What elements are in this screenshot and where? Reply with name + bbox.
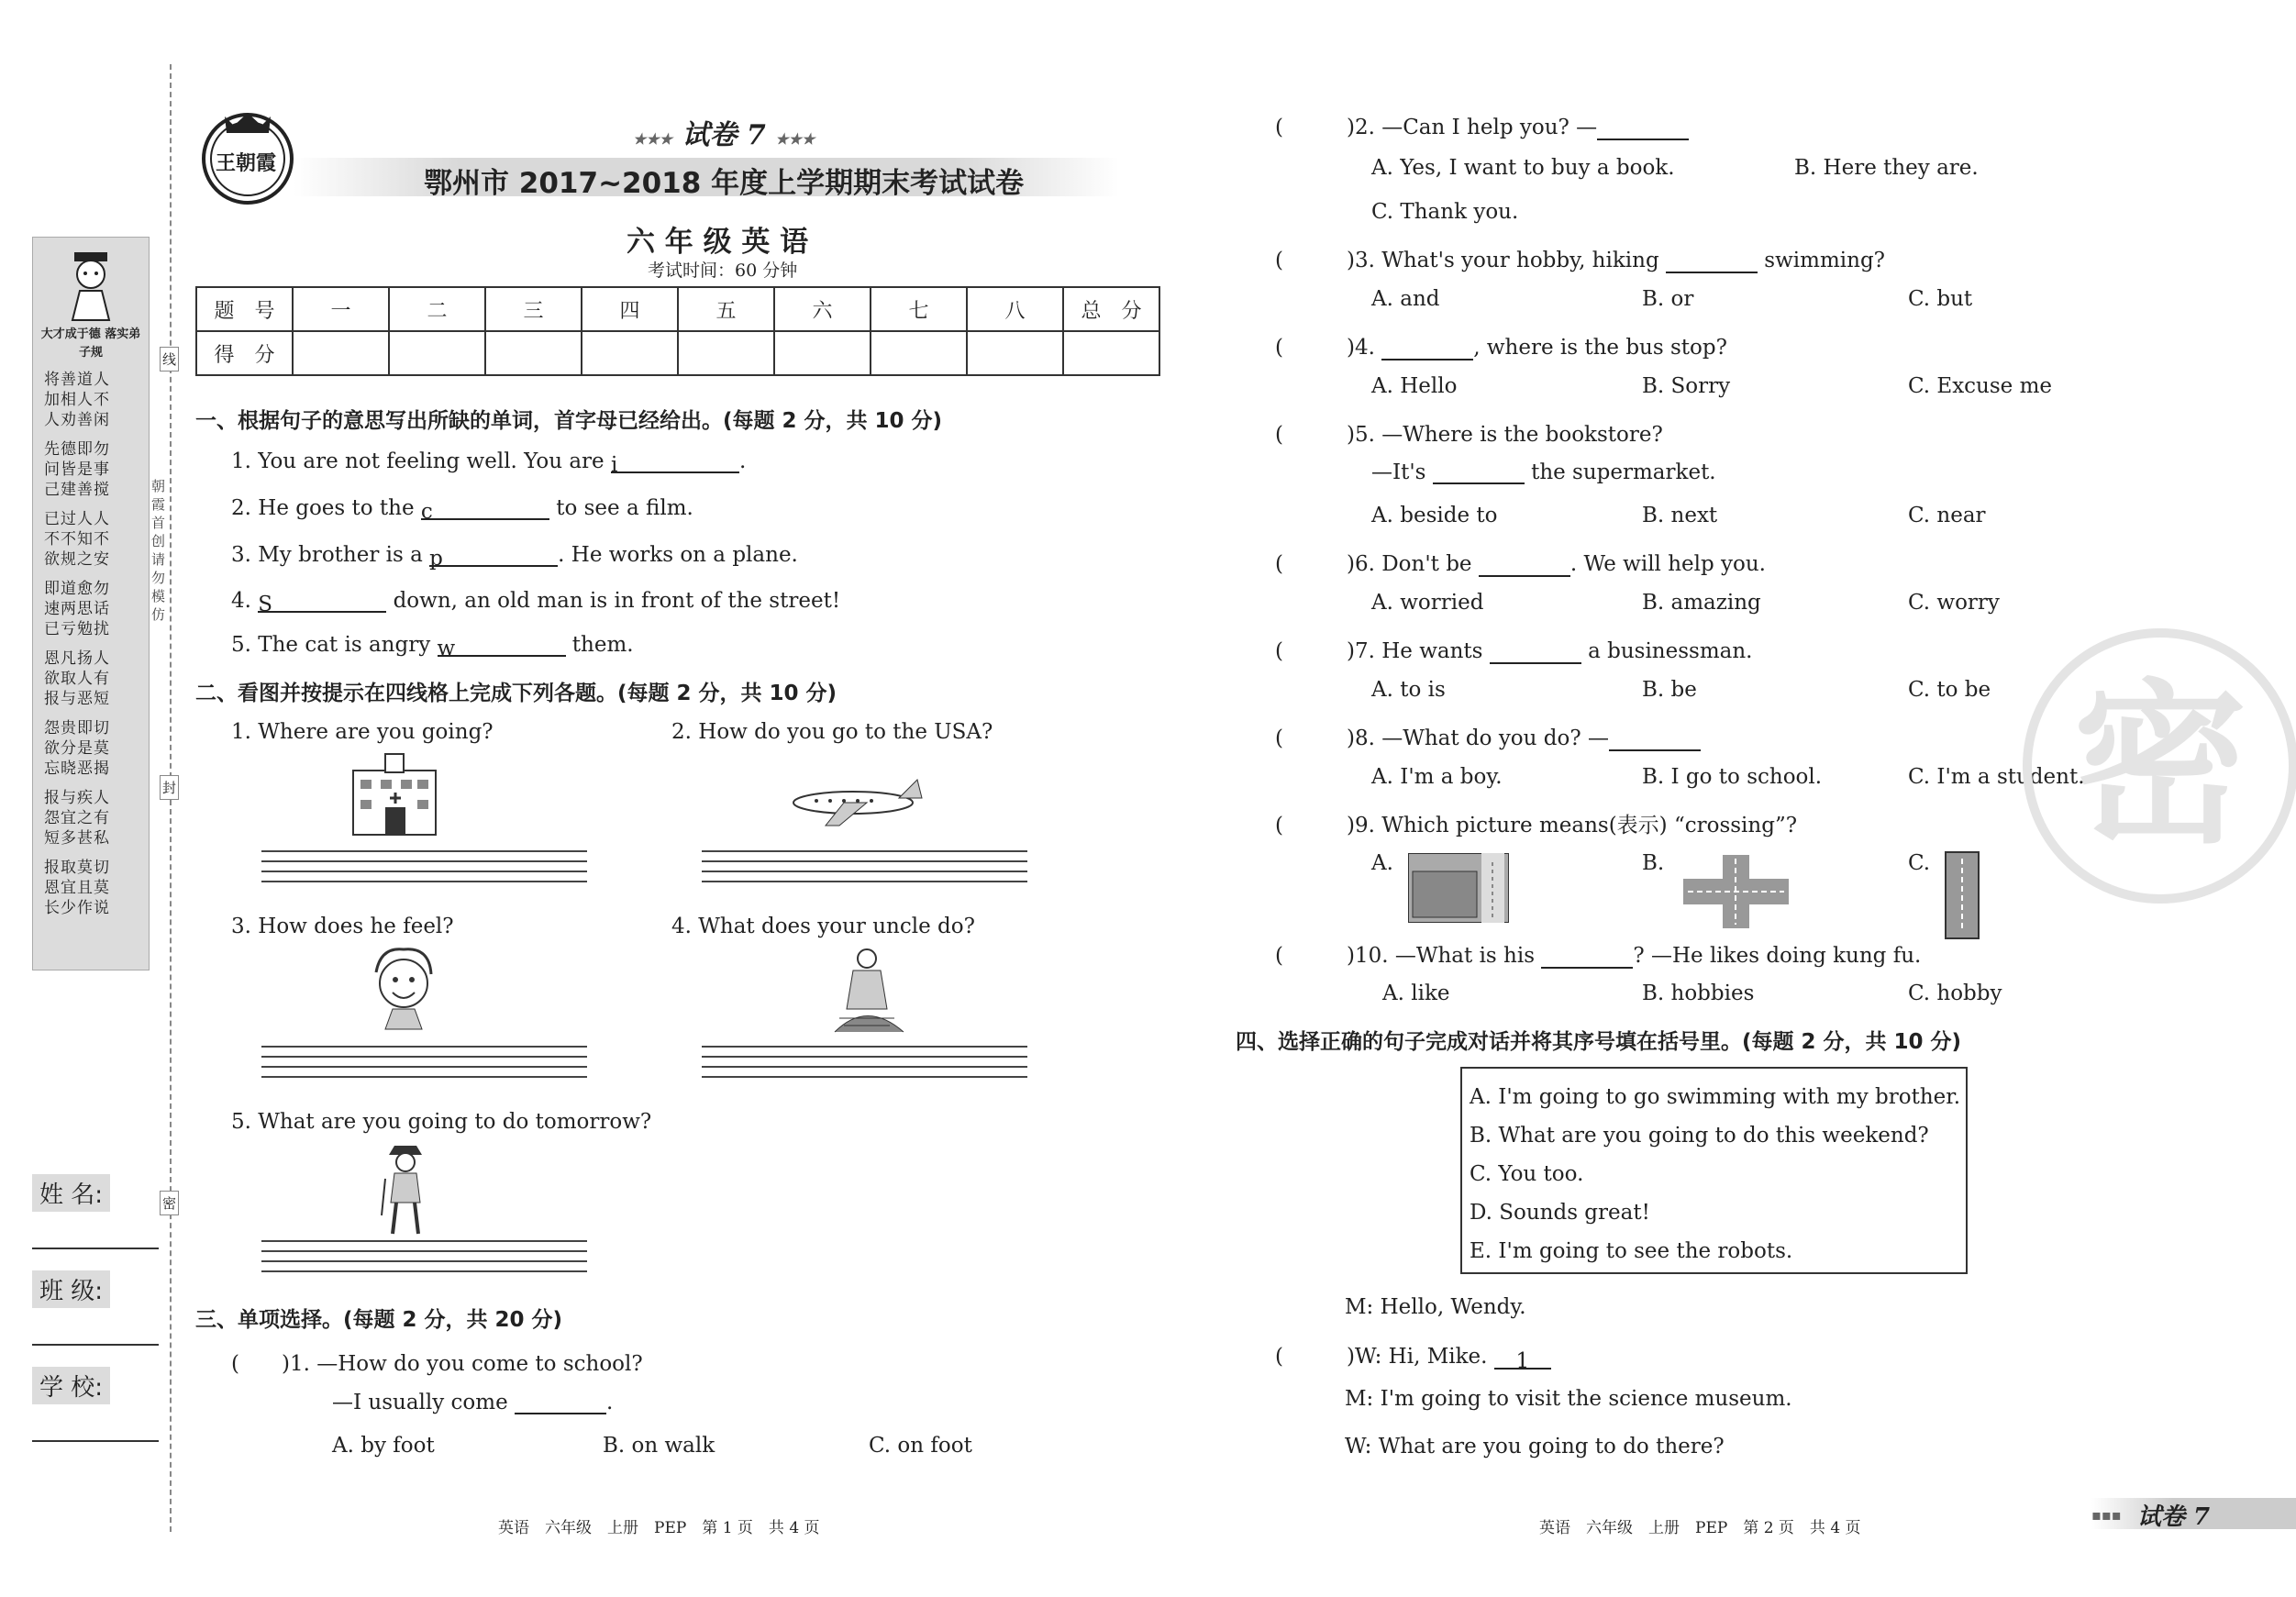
answer-bracket[interactable]: ( [1275,336,1347,360]
paper-number [633,112,815,152]
first-letter: w [437,637,456,660]
dialog-line-3: M: I'm going to visit the science museum. [1345,1387,1792,1411]
answer-blank[interactable] [1666,253,1758,273]
verse-line: 报取莫切 [44,859,110,877]
box-option-b: B. What are you going to do this weekend? [1470,1124,1929,1148]
score-table-header-row [196,287,1159,331]
box-option-d: D. Sounds great! [1470,1201,1650,1225]
cut-line-label-2: 封 [160,775,179,800]
footer-tag-squares-icon: ▪▪▪ [2091,1506,2122,1524]
s1-text: 5. The cat is angry [231,633,438,657]
section4-heading: 四、选择正确的句子完成对话并将其序号填在括号里。(每题 2 分，共 10 分) [1236,1030,1962,1054]
s1-text: down, an old man is in front of the street! [386,589,841,613]
score-cell: 一 [293,287,389,331]
s3-q6-option-b[interactable]: B. amazing [1642,591,1761,615]
stem-text: )3. What's your hobby, hiking [1346,249,1666,272]
stem-text: . We will help you. [1569,552,1766,576]
verse-line: 长少作说 [44,899,110,917]
s1-text: to see a film. [549,496,693,520]
score-table [195,286,1160,376]
stars-right-icon: ★★★ [775,130,815,148]
stem-text: . [606,1391,614,1414]
s3-q5-option-b[interactable]: B. next [1642,504,1718,527]
options-box [1460,1067,1968,1274]
dialog-line-2 [1275,1339,1551,1373]
score-input[interactable] [967,331,1063,375]
score-cell: 得 分 [196,331,293,375]
s2-item-1: 1. Where are you going? [231,720,494,744]
answer-bracket[interactable]: ( [231,1352,282,1376]
s3-q1-option-b[interactable]: B. on walk [603,1434,715,1458]
first-letter: i [610,453,618,477]
cut-line-label-1: 线 [160,347,179,372]
stamp-text: 密 [2073,664,2248,867]
s3-q4-option-c[interactable]: C. Excuse me [1908,374,2053,398]
s3-q8-stem [1275,721,1701,751]
verse-line: 将善道人 [44,371,110,389]
s3-q3-option-c[interactable]: C. but [1908,287,1973,311]
s3-q10-stem [1275,938,1921,969]
s1-text: 2. He goes to the [231,496,421,520]
s1-text: 1. You are not feeling well. You are [231,449,611,473]
s3-q6-option-c[interactable]: C. worry [1908,591,2000,615]
s2-item-3: 3. How does he feel? [231,915,454,938]
s3-q1-option-a[interactable]: A. by foot [332,1434,435,1458]
verse-line: 恩宜且莫 [44,879,110,897]
hospital-picture [344,752,445,844]
s3-q8-option-a[interactable]: A. I'm a boy. [1371,765,1503,789]
road-map-picture-a [1408,853,1509,923]
verse-line: 速两思话 [44,600,110,618]
s3-q1-stem [231,1347,643,1377]
s3-q2-option-c[interactable]: C. Thank you. [1371,200,1519,224]
s3-q8-option-c[interactable]: C. I'm a student. [1908,765,2085,789]
verse-line: 先德即勿 [44,440,110,459]
happy-boy-picture [367,945,440,1032]
verse-line: 欲取人有 [44,670,110,688]
logo [197,105,298,206]
scholar-figure [54,249,128,322]
s3-q9-option-b[interactable]: B. [1642,851,1665,875]
s3-q2-option-a[interactable]: A. Yes, I want to buy a book. [1371,156,1675,180]
section3-heading: 三、单项选择。(每题 2 分，共 20 分) [195,1308,563,1332]
fisherman-picture [821,945,913,1037]
s3-q1-option-c[interactable]: C. on foot [869,1434,972,1458]
s3-q4-option-b[interactable]: B. Sorry [1642,374,1731,398]
answer-blank[interactable] [1381,340,1473,360]
stem-text: ? —He likes doing kung fu. [1633,944,1922,968]
first-letter: c [420,500,433,524]
s3-q9-option-c[interactable]: C. [1908,851,1931,875]
score-cell: 题 号 [196,287,293,331]
scholar-icon [54,249,128,322]
name-label: 姓 名: [32,1174,110,1212]
s3-q1-line2 [332,1391,613,1414]
stem-text: )5. —Where is the bookstore? [1346,423,1663,447]
stars-left-icon: ★★★ [633,130,673,148]
section2-heading: 二、看图并按提示在四线格上完成下列各题。(每题 2 分，共 10 分) [195,682,837,705]
score-input[interactable] [1063,331,1159,375]
exam-title: 鄂州市 2017~2018 年度上学期期末考试试卷 [424,167,1025,200]
verse-line: 恩凡扬人 [44,649,110,668]
answer-blank[interactable] [1479,557,1570,577]
score-cell: 七 [871,287,967,331]
score-table-score-row [196,331,1159,375]
verse-line: 怨贵即切 [44,719,110,738]
first-letter: p [429,547,443,571]
answer-bracket[interactable]: ( [1275,814,1347,837]
s1-blank[interactable] [420,500,549,524]
verse-line: 已亏勉扰 [44,620,110,638]
straight-road-picture-c [1945,851,1980,939]
stem-text: )1. —How do you come to school? [281,1352,643,1376]
verse-line: 不不知不 [44,530,110,549]
answer-blank[interactable] [1490,644,1581,664]
class-label: 班 级: [32,1270,110,1308]
verse-line: 已过人人 [44,510,110,528]
school-label: 学 校: [32,1367,110,1404]
answer-bracket[interactable]: ( [1275,249,1347,272]
s3-q10-option-a[interactable]: A. like [1382,981,1450,1005]
footer-tag: 试卷 7 [2137,1503,2211,1531]
s3-q7-option-b[interactable]: B. be [1642,678,1697,702]
s1-text: . [738,449,747,473]
crossing-picture-b [1683,855,1789,928]
score-cell: 五 [678,287,774,331]
s1-text: 3. My brother is a [231,543,430,567]
verse-line: 忘晓恶揭 [44,760,110,778]
s3-q4-stem [1275,330,1727,360]
s1-text: 4. [231,589,259,613]
verse-line: 即道愈勿 [44,580,110,598]
writing-lines[interactable] [702,1046,1027,1086]
s2-item-5: 5. What are you going to do tomorrow? [231,1110,652,1134]
logo-text: 王朝霞 [216,151,277,175]
stem-text: )6. Don't be [1346,552,1479,576]
verse-line: 问皆是事 [44,460,110,479]
answer-blank[interactable] [1597,120,1689,140]
school-field[interactable] [32,1440,159,1442]
s1-blank[interactable] [258,593,386,616]
answer-bracket[interactable]: ( [1275,1345,1347,1369]
answer-bracket[interactable]: ( [1275,726,1347,750]
answer-bracket[interactable]: ( [1275,423,1347,447]
sidebar-motto: 大才成于德 落实弟子规 [40,327,141,360]
writing-lines[interactable] [702,850,1027,891]
s1-item-4 [231,589,841,616]
writing-lines[interactable] [261,1240,587,1281]
section1-heading: 一、根据句子的意思写出所缺的单词，首字母已经给出。(每题 2 分，共 10 分) [195,409,943,433]
s1-blank[interactable] [429,547,558,571]
score-input[interactable] [774,331,871,375]
s2-item-4: 4. What does your uncle do? [671,915,975,938]
s3-q5-line2 [1371,460,1716,484]
airplane-picture [789,775,926,830]
score-input[interactable] [485,331,582,375]
stem-text: )9. Which picture means(表示) “crossing”? [1346,814,1798,837]
s3-q3-stem [1275,243,1885,273]
answer-bracket[interactable]: ( [1275,552,1347,576]
s3-q3-option-b[interactable]: B. or [1642,287,1694,311]
s3-q5-stem [1275,417,1663,448]
s3-q10-option-c[interactable]: C. hobby [1908,981,2002,1005]
sidebar-verses [33,366,149,922]
secret-stamp [2023,628,2296,904]
s1-blank[interactable] [437,637,566,660]
s3-q9-stem [1275,808,1797,838]
answer-blank[interactable] [1609,731,1701,751]
explorer-picture [378,1142,433,1238]
box-option-e: E. I'm going to see the robots. [1470,1239,1793,1263]
score-input[interactable] [678,331,774,375]
writing-lines[interactable] [261,850,587,891]
score-cell: 总 分 [1063,287,1159,331]
verse-line: 己建善搅 [44,481,110,499]
class-field[interactable] [32,1344,159,1346]
stem-text: , where is the bus stop? [1473,336,1727,360]
verse-line: 短多甚私 [44,829,110,848]
score-input[interactable] [389,331,485,375]
s1-blank[interactable] [610,453,739,477]
box-option-a: A. I'm going to go swimming with my brother. [1470,1085,1961,1109]
s3-q3-option-a[interactable]: A. and [1371,287,1440,311]
s3-q6-stem [1275,547,1766,577]
vertical-note: 朝霞首创 请勿模仿 [151,478,166,623]
exam-time: 考试时间：60 分钟 [648,261,798,281]
stem-text: )4. [1346,336,1382,360]
first-letter: S [258,593,273,616]
s3-q8-option-b[interactable]: B. I go to school. [1642,765,1823,789]
footer-left: 英语 六年级 上册 PEP 第 1 页 共 4 页 [498,1519,820,1537]
verse-line: 怨宜之有 [44,809,110,827]
score-cell: 二 [389,287,485,331]
stem-text: )7. He wants [1346,639,1490,663]
dialog-line-1: M: Hello, Wendy. [1345,1295,1526,1319]
stem-text: a businessman. [1581,639,1753,663]
verse-line: 欲规之安 [44,550,110,569]
s1-item-3 [231,543,798,571]
answer-bracket[interactable]: ( [1275,944,1347,968]
verse-line: 报与恶短 [44,690,110,708]
s3-q10-option-b[interactable]: B. hobbies [1642,981,1755,1005]
sidebar-panel [32,237,150,970]
dialog-line-4: W: What are you going to do there? [1345,1435,1725,1458]
stem-text: )2. —Can I help you? — [1346,116,1598,139]
s3-q5-option-c[interactable]: C. near [1908,504,1986,527]
score-cell: 八 [967,287,1063,331]
s3-q7-option-c[interactable]: C. to be [1908,678,1991,702]
s3-q5-option-a[interactable]: A. beside to [1371,504,1498,527]
answer-blank[interactable] [1433,464,1525,484]
verse-line: 加相人不 [44,391,110,409]
s3-q7-stem [1275,634,1752,664]
footer-right: 英语 六年级 上册 PEP 第 2 页 共 4 页 [1539,1519,1861,1537]
s3-q7-option-a[interactable]: A. to is [1371,678,1446,702]
answer-bracket[interactable]: ( [1275,116,1347,139]
s3-q2-stem [1275,110,1689,140]
dialog-blank[interactable] [1494,1349,1551,1373]
verse-line: 报与疾人 [44,789,110,807]
answer-blank[interactable] [515,1394,606,1414]
s1-item-1 [231,449,747,477]
s3-q9-option-a[interactable]: A. [1371,851,1393,875]
s3-q4-option-a[interactable]: A. Hello [1371,374,1458,398]
s2-item-2: 2. How do you go to the USA? [671,720,993,744]
paper-number-text: 试卷 7 [682,119,766,151]
writing-lines[interactable] [261,1046,587,1086]
answer-bracket[interactable]: ( [1275,639,1347,663]
answer-blank[interactable] [1541,948,1633,969]
s1-item-2 [231,496,693,524]
s1-text: . He works on a plane. [558,543,798,567]
verse-line: 人劝善闲 [44,411,110,429]
blank-number: 1 [1515,1349,1530,1373]
score-input[interactable] [293,331,389,375]
score-input[interactable] [871,331,967,375]
stem-text: )8. —What do you do? — [1346,726,1609,750]
verse-line: 欲分是莫 [44,739,110,758]
subject-title: 六 年 级 英 语 [627,226,809,259]
score-cell: 四 [582,287,678,331]
stem-text: the supermarket. [1524,460,1716,484]
stem-text: swimming? [1758,249,1885,272]
stem-text: —It's [1371,460,1433,484]
s3-q2-option-b[interactable]: B. Here they are. [1794,156,1979,180]
stem-text: )10. —What is his [1346,944,1542,968]
score-cell: 六 [774,287,871,331]
score-input[interactable] [582,331,678,375]
s1-item-5 [231,633,634,660]
box-option-c: C. You too. [1470,1162,1584,1186]
stem-text: —I usually come [332,1391,516,1414]
s3-q6-option-a[interactable]: A. worried [1371,591,1484,615]
score-cell: 三 [485,287,582,331]
cut-line-label-3: 密 [160,1191,179,1215]
s1-text: them. [565,633,634,657]
dialog-text: )W: Hi, Mike. [1346,1345,1488,1369]
name-field[interactable] [32,1248,159,1249]
